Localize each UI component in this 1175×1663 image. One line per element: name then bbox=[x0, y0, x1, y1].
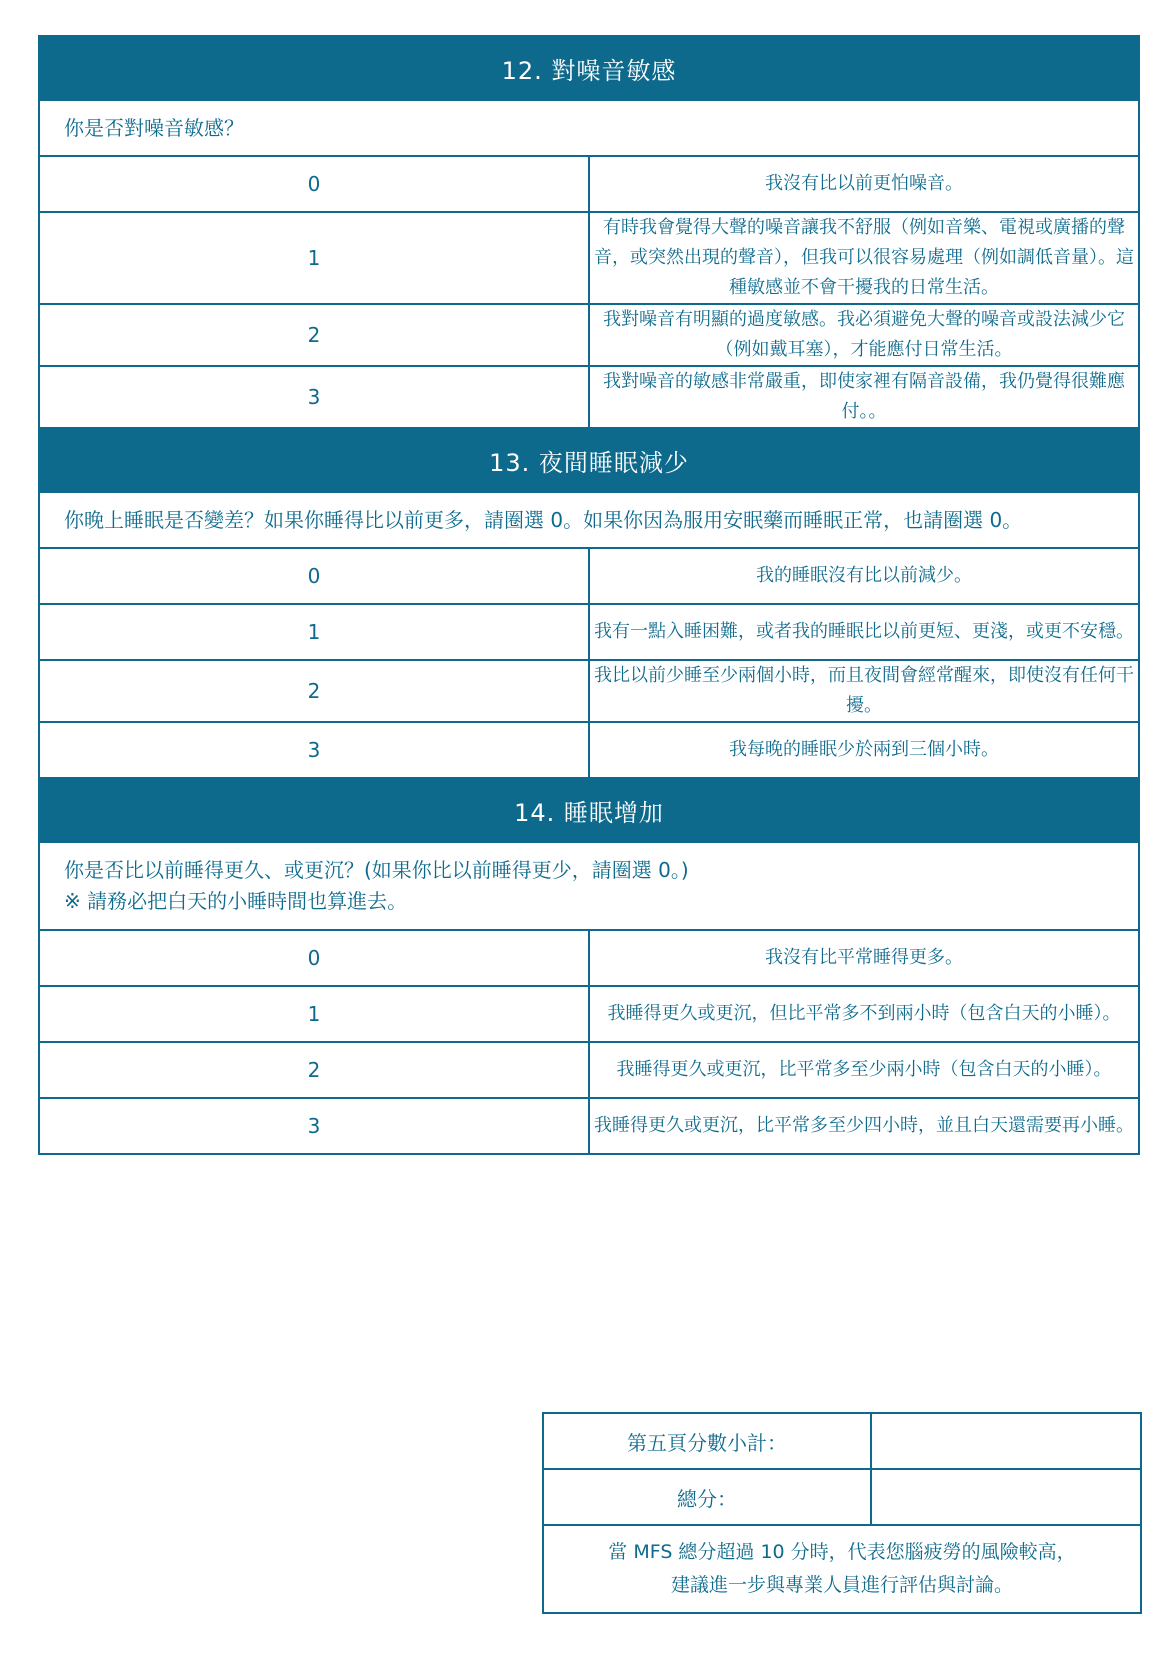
option-score: 0 bbox=[39, 930, 589, 986]
option-score: 3 bbox=[39, 366, 589, 428]
score-note-line1: 當 MFS 總分超過 10 分時，代表您腦疲勞的風險較高， bbox=[608, 1541, 1076, 1563]
section-title-14: 14. 睡眠增加 bbox=[39, 778, 1139, 842]
option-text: 我對噪音的敏感非常嚴重，即使家裡有隔音設備，我仍覺得很難應付。。 bbox=[589, 366, 1139, 428]
option-text: 我的睡眠沒有比以前減少。 bbox=[589, 548, 1139, 604]
option-row[interactable] bbox=[39, 986, 1139, 1042]
option-row[interactable] bbox=[39, 548, 1139, 604]
score-summary-table bbox=[542, 1412, 1142, 1614]
page-subtotal-label: 第五頁分數小計： bbox=[543, 1413, 871, 1469]
option-text: 我睡得更久或更沉，但比平常多不到兩小時（包含白天的小睡）。 bbox=[589, 986, 1139, 1042]
section-prompt-12: 你是否對噪音敏感？ bbox=[39, 100, 1139, 156]
option-text: 我沒有比以前更怕噪音。 bbox=[589, 156, 1139, 212]
option-row[interactable] bbox=[39, 1098, 1139, 1154]
option-score: 0 bbox=[39, 156, 589, 212]
option-score: 2 bbox=[39, 1042, 589, 1098]
section-prompt-13: 你晚上睡眠是否變差？如果你睡得比以前更多，請圈選 0。如果你因為服用安眠藥而睡眠正常，也請圈選 0。 bbox=[39, 492, 1139, 548]
option-row[interactable] bbox=[39, 930, 1139, 986]
option-score: 3 bbox=[39, 1098, 589, 1154]
option-text: 我每晚的睡眠少於兩到三個小時。 bbox=[589, 722, 1139, 778]
option-score: 0 bbox=[39, 548, 589, 604]
score-note bbox=[543, 1525, 1141, 1613]
section-prompt-note: ※ 請務必把白天的小睡時間也算進去。 bbox=[64, 889, 408, 913]
option-row[interactable] bbox=[39, 212, 1139, 304]
option-row[interactable] bbox=[39, 660, 1139, 722]
questionnaire-table bbox=[38, 35, 1140, 1155]
option-text: 我睡得更久或更沉，比平常多至少兩小時（包含白天的小睡）。 bbox=[589, 1042, 1139, 1098]
page-subtotal-field[interactable] bbox=[871, 1413, 1141, 1469]
option-row[interactable] bbox=[39, 366, 1139, 428]
option-score: 2 bbox=[39, 660, 589, 722]
section-title-12: 12. 對噪音敏感 bbox=[39, 36, 1139, 100]
option-row[interactable] bbox=[39, 1042, 1139, 1098]
total-score-field[interactable] bbox=[871, 1469, 1141, 1525]
option-text: 我睡得更久或更沉，比平常多至少四小時，並且白天還需要再小睡。 bbox=[589, 1098, 1139, 1154]
section-title-13: 13. 夜間睡眠減少 bbox=[39, 428, 1139, 492]
option-row[interactable] bbox=[39, 156, 1139, 212]
option-score: 3 bbox=[39, 722, 589, 778]
option-score: 1 bbox=[39, 604, 589, 660]
total-score-label: 總分： bbox=[543, 1469, 871, 1525]
section-prompt-14 bbox=[39, 842, 1139, 930]
option-score: 1 bbox=[39, 986, 589, 1042]
option-score: 2 bbox=[39, 304, 589, 366]
score-note-line2: 建議進一步與專業人員進行評估與討論。 bbox=[670, 1574, 1013, 1596]
option-row[interactable] bbox=[39, 722, 1139, 778]
option-text: 有時我會覺得大聲的噪音讓我不舒服（例如音樂、電視或廣播的聲音，或突然出現的聲音），但我可以很容易處理（例如調低音量）。這種敏感並不會干擾我的日常生活。 bbox=[589, 212, 1139, 304]
option-row[interactable] bbox=[39, 304, 1139, 366]
option-row[interactable] bbox=[39, 604, 1139, 660]
option-text: 我有一點入睡困難，或者我的睡眠比以前更短、更淺，或更不安穩。 bbox=[589, 604, 1139, 660]
option-text: 我比以前少睡至少兩個小時，而且夜間會經常醒來，即使沒有任何干擾。 bbox=[589, 660, 1139, 722]
option-text: 我對噪音有明顯的過度敏感。我必須避免大聲的噪音或設法減少它（例如戴耳塞），才能應付日常生活。 bbox=[589, 304, 1139, 366]
section-prompt-text: 你是否比以前睡得更久、或更沉？(如果你比以前睡得更少，請圈選 0。) bbox=[64, 858, 689, 882]
option-text: 我沒有比平常睡得更多。 bbox=[589, 930, 1139, 986]
option-score: 1 bbox=[39, 212, 589, 304]
